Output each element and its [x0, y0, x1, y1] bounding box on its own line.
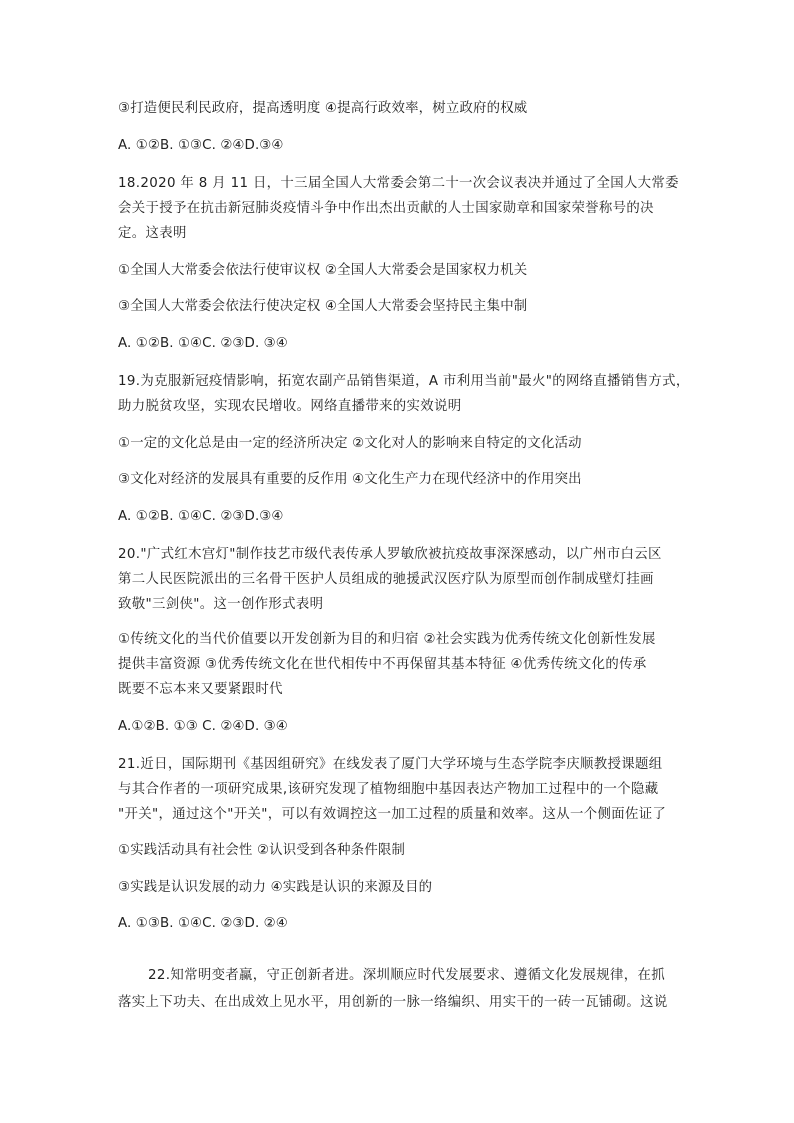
- question-20-stem-line-2: 第二人民医院派出的三名骨干医护人员组成的驰援武汉医疗队为原型而创作制成壁灯挂画: [118, 572, 654, 587]
- question-20-answer-choices: A.①②B. ①③ C. ②④D. ③④: [118, 719, 288, 734]
- question-18-options-line-2: ③全国人大常委会依法行使决定权 ④全国人大常委会坚持民主集中制: [118, 299, 528, 314]
- question-20-options-line-1: ①传统文化的当代价值要以开发创新为目的和归宿 ②社会实践为优秀传统文化创新性发展: [118, 632, 656, 647]
- question-19-options-line-1: ①一定的文化总是由一定的经济所决定 ②文化对人的影响来自特定的文化活动: [118, 436, 582, 451]
- question-21-stem-line-1: 21.近日，国际期刊《基因组研究》在线发表了厦门大学环境与生态学院李庆顺教授课题组: [118, 757, 663, 772]
- question-20-options-line-3: 既要不忘本来又要紧跟时代: [118, 682, 283, 697]
- question-21-answer-choices: A. ①③B. ①④C. ②③D. ②④: [118, 916, 288, 931]
- question-21-stem-line-2: 与其合作者的一项研究成果,该研究发现了植物细胞中基因表达产物加工过程中的一个隐藏: [118, 782, 659, 797]
- question-18-options-line-1: ①全国人大常委会依法行使审议权 ②全国人大常委会是国家权力机关: [118, 263, 528, 278]
- question-19-stem-line-2: 助力脱贫攻坚，实现农民增收。网络直播带来的实效说明: [118, 399, 462, 414]
- question-21-options-line-1: ①实践活动具有社会性 ②认识受到各种条件限制: [118, 843, 406, 858]
- question-18-stem-line-2: 会关于授予在抗击新冠肺炎疫情斗争中作出杰出贡献的人士国家勋章和国家荣誉称号的决: [118, 201, 654, 216]
- question-18-answer-choices: A. ①②B. ①④C. ②③D. ③④: [118, 336, 288, 351]
- question-19-stem-line-1: 19.为克服新冠疫情影响，拓宽农副产品销售渠道，A 市利用当前"最火"的网络直播销售方式，: [118, 374, 690, 389]
- question-18-stem-line-3: 定。这表明: [118, 226, 187, 241]
- question-20-stem-line-3: 致敬"三剑侠"。这一创作形式表明: [118, 597, 324, 612]
- question-22-stem-line-1: 22.知常明变者赢，守正创新者进。深圳顺应时代发展要求、遵循文化发展规律，在抓: [148, 968, 666, 983]
- question-17-options-line-2: ③打造便民利民政府，提高透明度 ④提高行政效率，树立政府的权威: [118, 101, 528, 116]
- question-20-options-line-2: 提供丰富资源 ③优秀传统文化在世代相传中不再保留其基本特征 ④优秀传统文化的传承: [118, 657, 647, 672]
- question-19-options-line-2: ③文化对经济的发展具有重要的反作用 ④文化生产力在现代经济中的作用突出: [118, 472, 582, 487]
- question-19-answer-choices: A. ①②B. ①④C. ②③D.③④: [118, 509, 284, 524]
- question-17-answer-choices: A. ①②B. ①③C. ②④D.③④: [118, 138, 284, 153]
- question-21-stem-line-3: "开关"，通过这个"开关"，可以有效调控这一加工过程的质量和效率。这从一个侧面佐证了: [118, 807, 667, 822]
- question-22-stem-line-2: 落实上下功夫、在出成效上见水平，用创新的一脉一络编织、用实干的一砖一瓦铺砌。这说: [118, 995, 668, 1010]
- question-20-stem-line-1: 20."广式红木宫灯"制作技艺市级代表传承人罗敏欣被抗疫故事深深感动，以广州市白云区: [118, 547, 662, 562]
- question-21-options-line-2: ③实践是认识发展的动力 ④实践是认识的来源及目的: [118, 880, 433, 895]
- question-18-stem-line-1: 18.2020 年 8 月 11 日，十三届全国人大常委会第二十一次会议表决并通过了全国人大常委: [118, 176, 679, 191]
